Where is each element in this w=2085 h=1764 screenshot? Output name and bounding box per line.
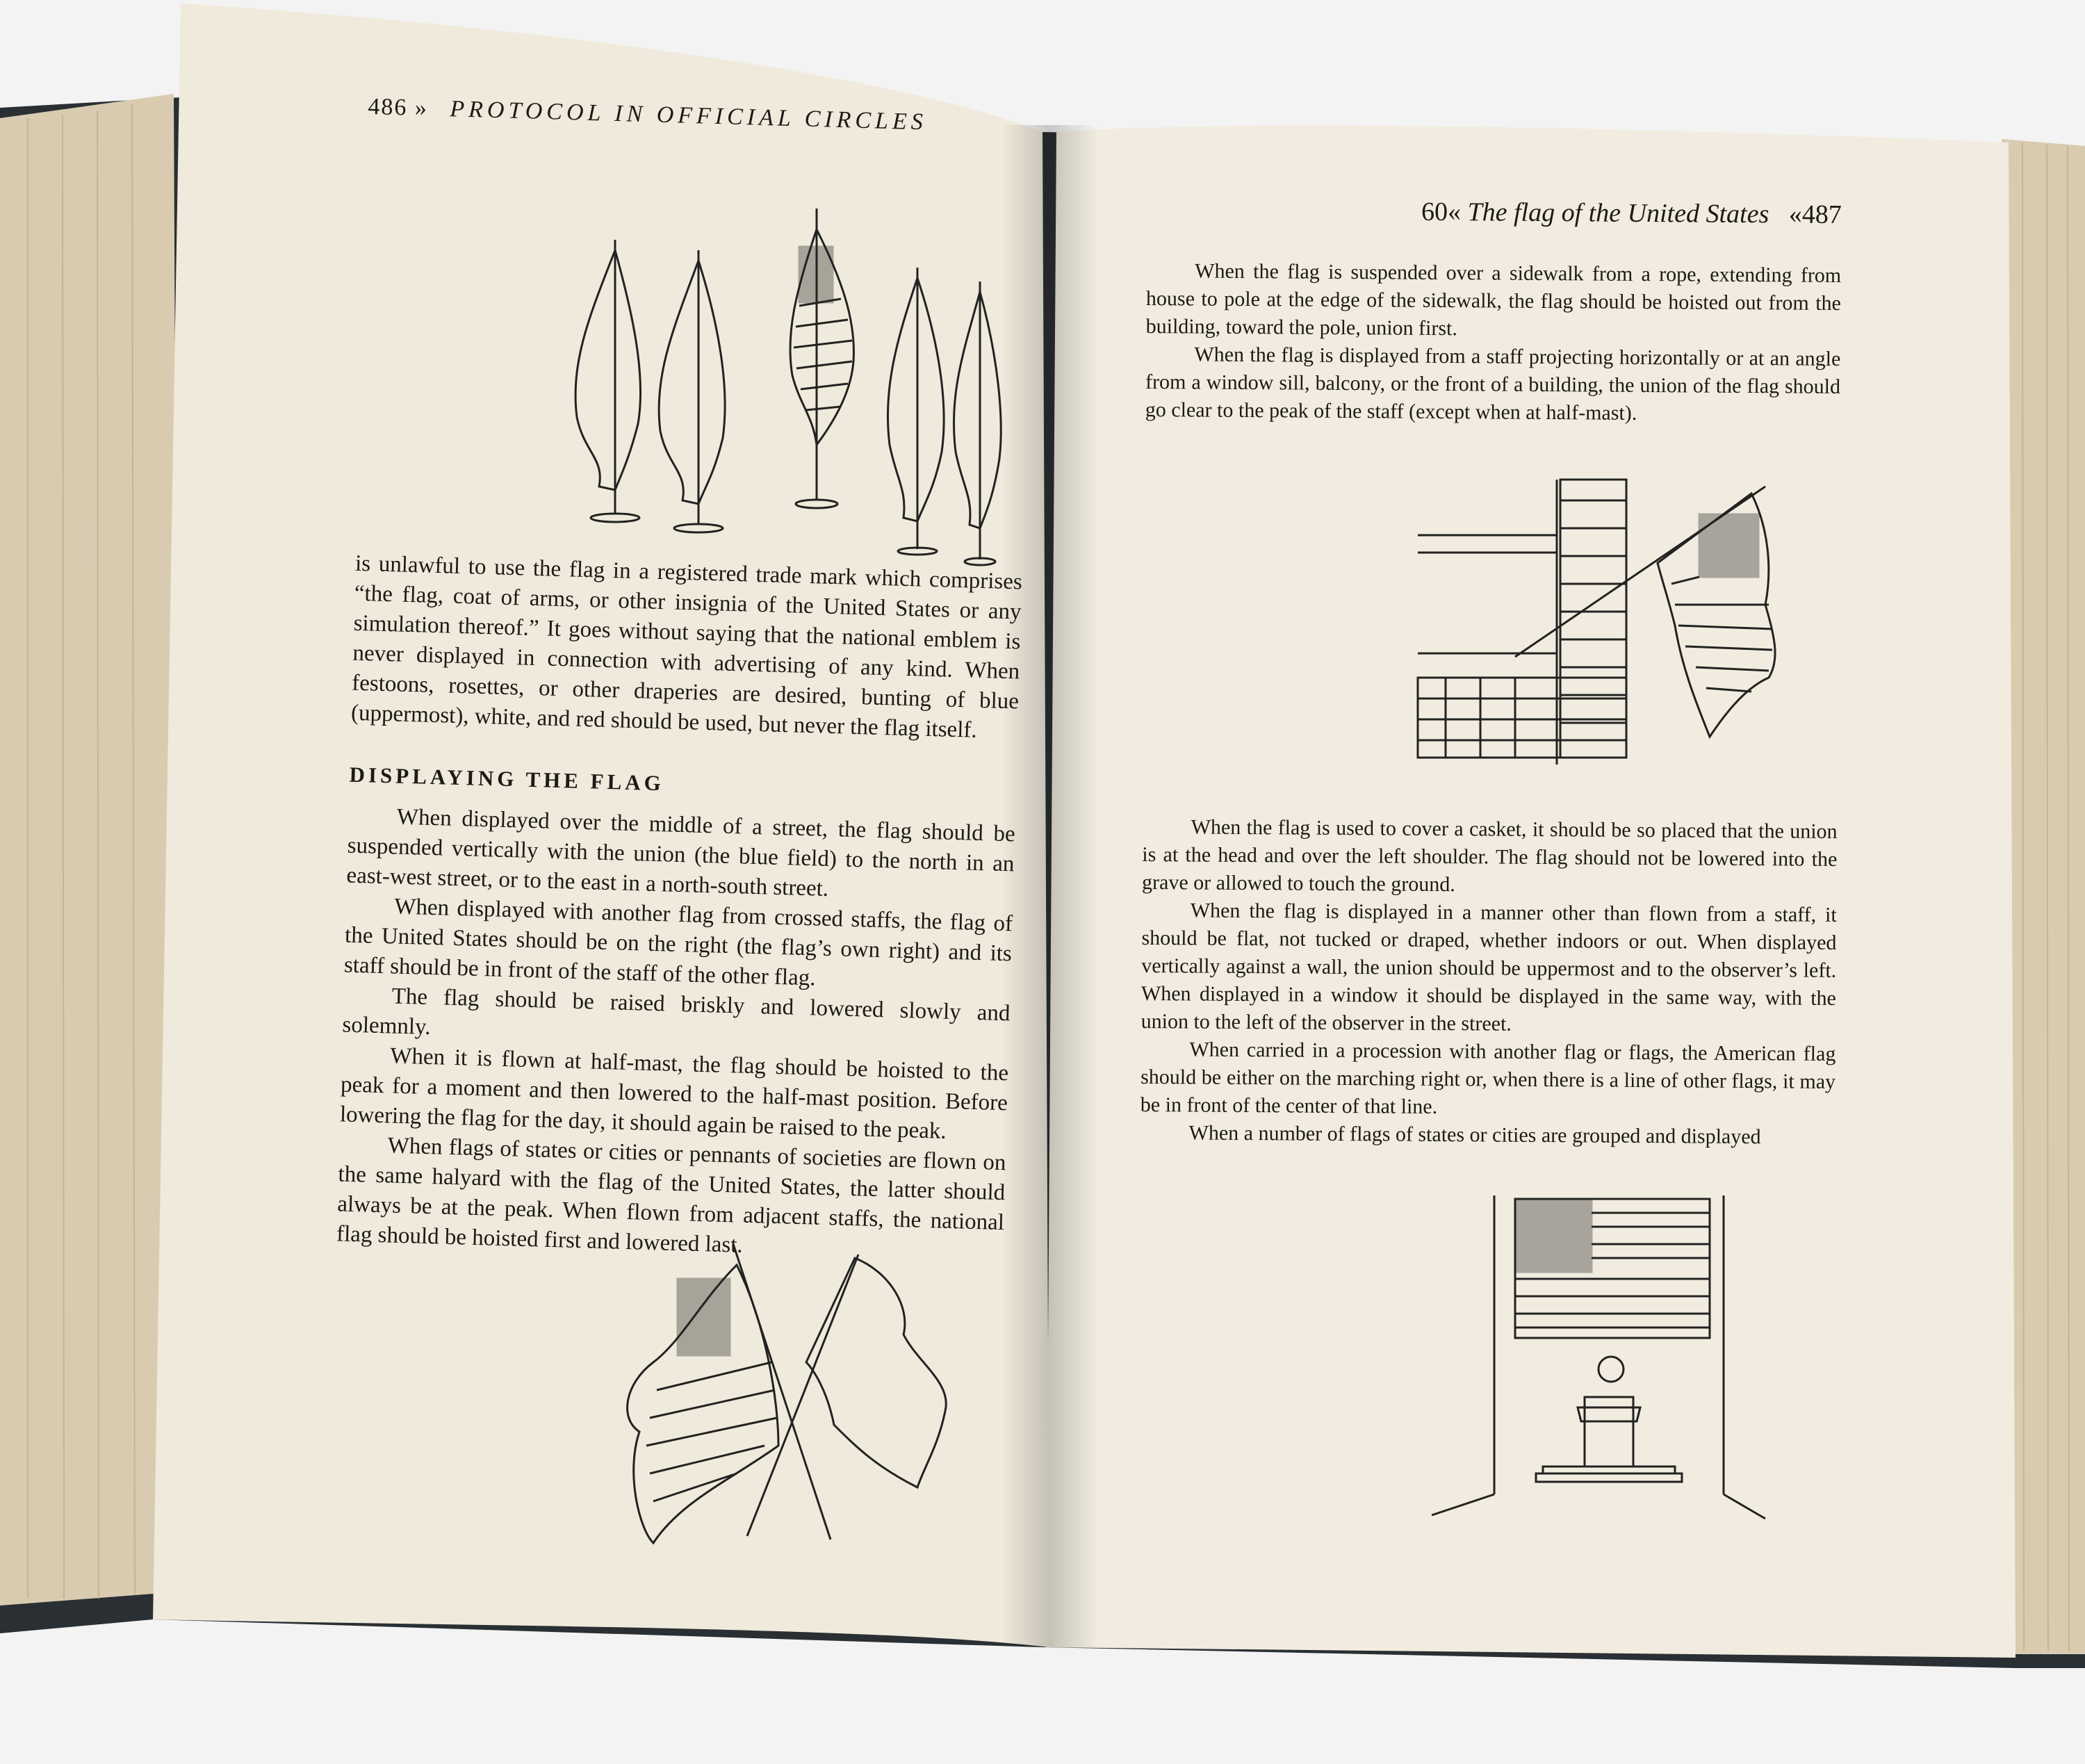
chapter-number: 60 — [1421, 197, 1448, 227]
right-running-head — [1421, 197, 1842, 230]
paragraph-procession: When carried in a procession with another flag or flags, the American flag should be either on the marching right or, when there is a line of other flags, it may be in front of the center of that line. — [1140, 1038, 1836, 1118]
left-head-mark: » — [414, 95, 429, 122]
right-top-paragraphs — [1145, 257, 1842, 429]
left-intro-paragraph: is unlawful to use the flag in a registered trade mark which comprises “the flag, coat of arms, or other insignia of the United States or any simulation thereof.” It goes without saying that the national emblem is never displayed in connection with advertising of any kind. When festoons, rosettes, or other draperies are desired, bunting of blue (uppermost), white, and red should be used, but never the flag itself. — [350, 550, 1023, 743]
chapter-title: The flag of the United States — [1467, 197, 1769, 229]
right-page-mark: « — [1788, 199, 1802, 229]
paragraph-half-mast: When it is flown at half-mast, the flag should be hoisted to the peak for a moment and then lowered to the half-mast position. Before lowering the flag for the day, it should again be raised to the peak. — [339, 1043, 1009, 1144]
paragraph-staff-projecting: When the flag is displayed from a staff projecting horizontally or at an angle from a window sill, balcony, or the front of a building, the union of the flag should go clear to the peak of the staff (except when at half-mast). — [1145, 343, 1841, 425]
paragraph-crossed-staffs: When displayed with another flag from crossed staffs, the flag of the United States should be on the right (the flag’s own right) and its staff should be in front of the staff of the other flag. — [343, 894, 1013, 991]
paragraph-grouped: When a number of flags of states or cities are grouped and displayed — [1188, 1121, 1761, 1149]
section-heading: DISPLAYING THE FLAG — [349, 762, 665, 796]
paragraph-displayed-flat: When the flag is displayed in a manner other than flown from a staff, it should be flat, not tucked or draped, whether indoors or out. When displayed vertically against a wall, the union should be uppermost and to the observer’s left. When displayed in a window it should be displayed in the same way, with the union to the left of the observer in the street. — [1140, 899, 1837, 1036]
paragraph-sidewalk: When the flag is suspended over a sidewalk from a rope, extending from house to pole at the edge of the sidewalk, the flag should be hoisted out from the building, toward the pole, union first. — [1145, 259, 1842, 341]
gutter-shadow — [1001, 125, 1098, 1647]
left-running-head-title: PROTOCOL IN OFFICIAL CIRCLES — [449, 96, 928, 136]
paragraph-casket: When the flag is used to cover a casket, it should be so placed that the union is at the head and over the left shoulder. The flag should not be lowered into the grave or allowed to touch the ground. — [1141, 815, 1838, 897]
paragraph-raised: The flag should be raised briskly and lowered slowly and solemnly. — [342, 983, 1011, 1040]
right-page-number: 487 — [1801, 199, 1842, 229]
paragraph-street: When displayed over the middle of a street, the flag should be suspended vertically with the union (the blue field) to the north in an east-west street, or to the east in a north-south street. — [346, 804, 1016, 901]
paragraph-halyard: When flags of states or cities or pennants of societies are flown on the same halyard with the flag of the United States, the latter should always be at the peak. When flown from adjacent staffs, the national flag should be hoisted first and lowered last. — [336, 1133, 1006, 1258]
chapter-mark: « — [1447, 197, 1462, 227]
right-bottom-paragraphs — [1140, 813, 1837, 1152]
left-paragraphs — [336, 801, 1016, 1268]
left-page-number: 486 — [367, 94, 408, 121]
